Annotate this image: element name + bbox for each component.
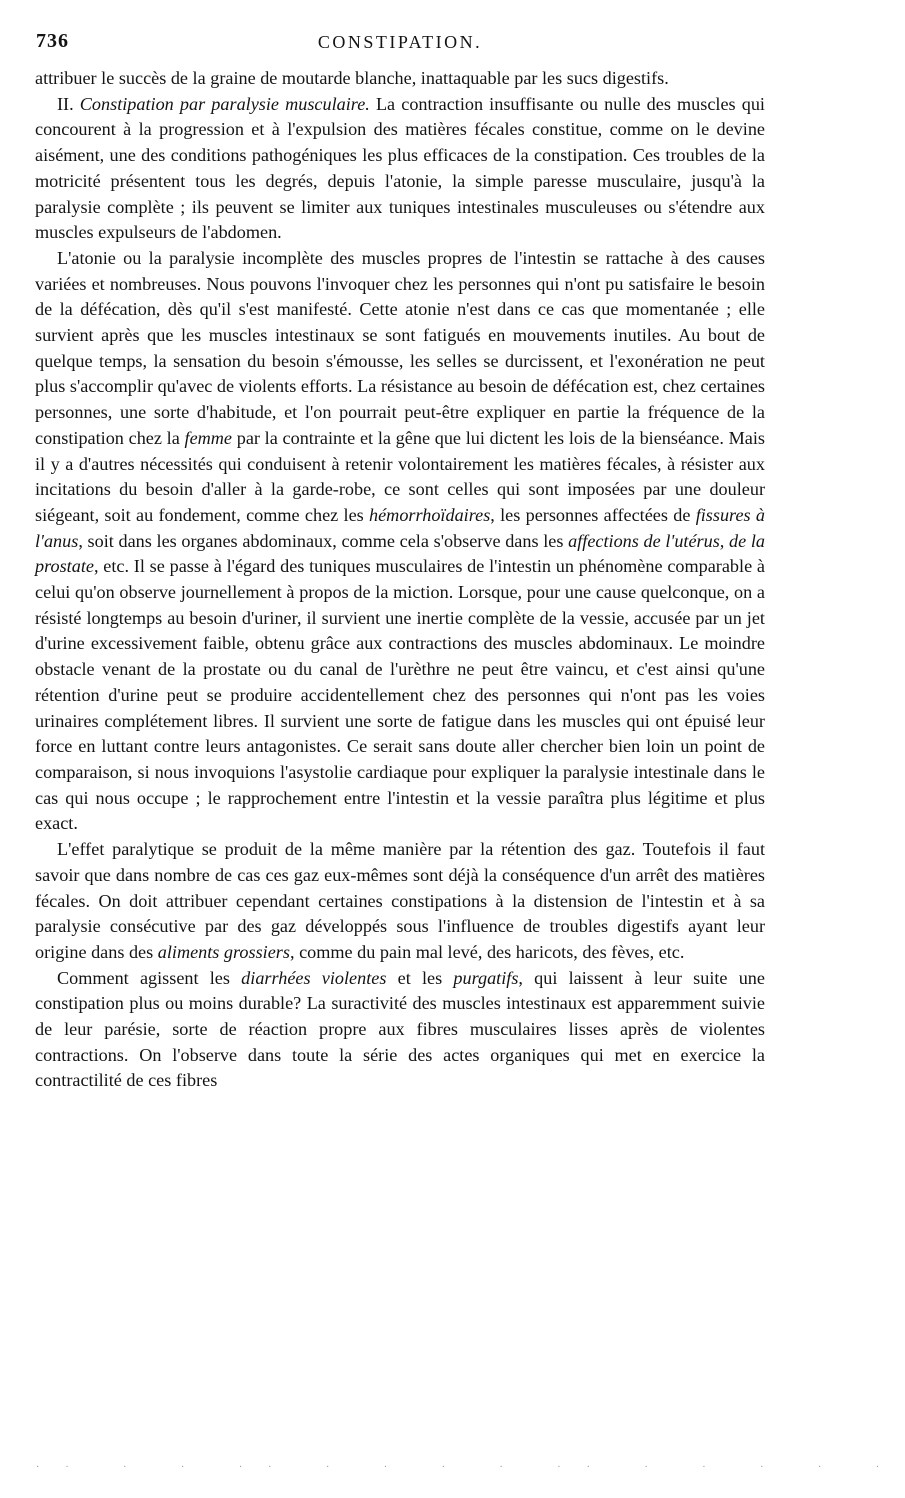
paragraph-p2 [35,246,765,837]
italic-text-run: affections de l'utérus, de la prostate [35,530,766,577]
italic-text-run: diarrhées violentes [241,967,387,988]
text-run: et les [386,967,454,988]
paragraph-p4 [35,966,765,1095]
paragraph-p1 [35,92,765,246]
body-text [35,66,765,1094]
text-run: , soit dans les organes abdominaux, comme cela s'observe dans les [78,530,569,551]
italic-text-run: aliments grossiers [157,941,290,962]
print-specks: ·· · · ·· · · · · ·· · · · · · [36,1462,905,1473]
text-run: L'effet paralytique se produit de la même manière par la rétention des gaz. Toutefois il faut savoir que dans nombre de cas ces gaz eux-mêmes sont déjà la conséquence d'un arrêt des matières fécales. On doit attribuer cependant certaines constipations à la distension de l'intestin et à sa paralysie consécutive par des gaz développés sous l'influence de troubles digestifs ayant leur origine dans des [35,839,765,962]
running-head [36,30,764,60]
italic-text-run: purgatifs [453,967,519,988]
italic-text-run: fissures à l'anus [35,504,765,551]
text-run: attribuer le succès de la graine de moutarde blanche, inattaquable par les sucs digestifs. [35,68,669,88]
text-run: Comment agissent les [57,967,242,988]
italic-text-run: Constipation par paralysie musculaire. [79,93,370,114]
text-run: , les personnes affectées de [490,504,696,525]
text-run: par la contrainte et la gêne que lui dictent les lois de la bienséance. Mais il y a d'autres nécessités qui conduisent à retenir volontairement les matières fécales, à résister aux incitations du besoin d'aller à la garde-robe, ce sont celles qui sont imposées par une douleur siégeant, soit au fondement, comme chez les [35,427,765,525]
text-run: , comme du pain mal levé, des haricots, des fèves, etc. [289,941,685,962]
italic-text-run: hémorrhoïdaires [369,504,491,525]
text-run: L'atonie ou la paralysie incomplète des muscles propres de l'intestin se rattache à des causes variées et nombreuses. Nous pouvons l'invoquer chez les personnes qui n'ont pu satisfaire le besoin de la défécation, dès qu'il s'est manifesté. Cette atonie n'est dans ce cas que momentanée ; elle survient après que les muscles intestinaux se sont fatigués en mouvements inutiles. Au bout de quelque temps, la sensation du besoin s'émousse, les selles se durcissent, et l'exonération ne peut plus s'accomplir qu'avec de violents efforts. La résistance au besoin de défécation est, chez certaines personnes, une sorte d'habitude, et l'on pourrait peut-être expliquer en partie la fréquence de la constipation chez la [35,247,765,448]
text-run: , etc. Il se passe à l'égard des tuniques musculaires de l'intestin un phénomène comparable à celui qu'on observe journellement à propos de la miction. Lorsque, pour une cause quelconque, on a résisté longtemps au besoin d'uriner, il survient une inertie complète de la vessie, accusée par un jet d'urine excessivement faible, obtenu grâce aux contractions des muscles abdominaux. Le moindre obstacle venant de la prostate ou du canal de l'urèthre ne peut être vaincu, et c'est ainsi qu'une rétention d'urine peut se produire accidentellement chez des personnes qui n'ont pas les voies urinaires complétement libres. Il survient une sorte de fatigue dans les muscles qui ont épuisé leur force en luttant contre leurs antagonistes. Ce serait sans doute aller chercher bien loin un point de comparaison, si nous invoquions l'asystolie cardiaque pour expliquer la paralysie intestinale dans le cas qui nous occupe ; le rapprochement entre l'intestin et la vessie paraîtra plus légitime et plus exact. [35,556,765,834]
text-run: II. [57,93,80,114]
italic-text-run: femme [184,427,232,448]
running-title: CONSTIPATION. [317,32,483,52]
page-number: 736 [36,30,69,52]
paragraph-p0 [35,66,765,92]
text-run: La contraction insuffisante ou nulle des muscles qui concourent à la progression et à l'expulsion des matières fécales constitue, comme on le devine aisément, une des conditions pathogéniques les plus efficaces de la constipation. Ces troubles de la motricité présentent tous les degrés, depuis l'atonie, la simple paresse musculaire, jusqu'à la paralysie complète ; ils peuvent se limiter aux tuniques intestinales musculeuses ou s'étendre aux muscles expulseurs de l'abdomen. [35,93,765,243]
text-run: , qui laissent à leur suite une constipation plus ou moins durable? La suractivité des muscles intestinaux est apparemment suivie de leur parésie, sorte de réaction propre aux fibres musculaires lisses après de violentes contractions. On l'observe dans toute la série des actes organiques qui met en exercice la contractilité de ces fibres [35,967,765,1091]
paragraph-p3 [35,837,765,966]
